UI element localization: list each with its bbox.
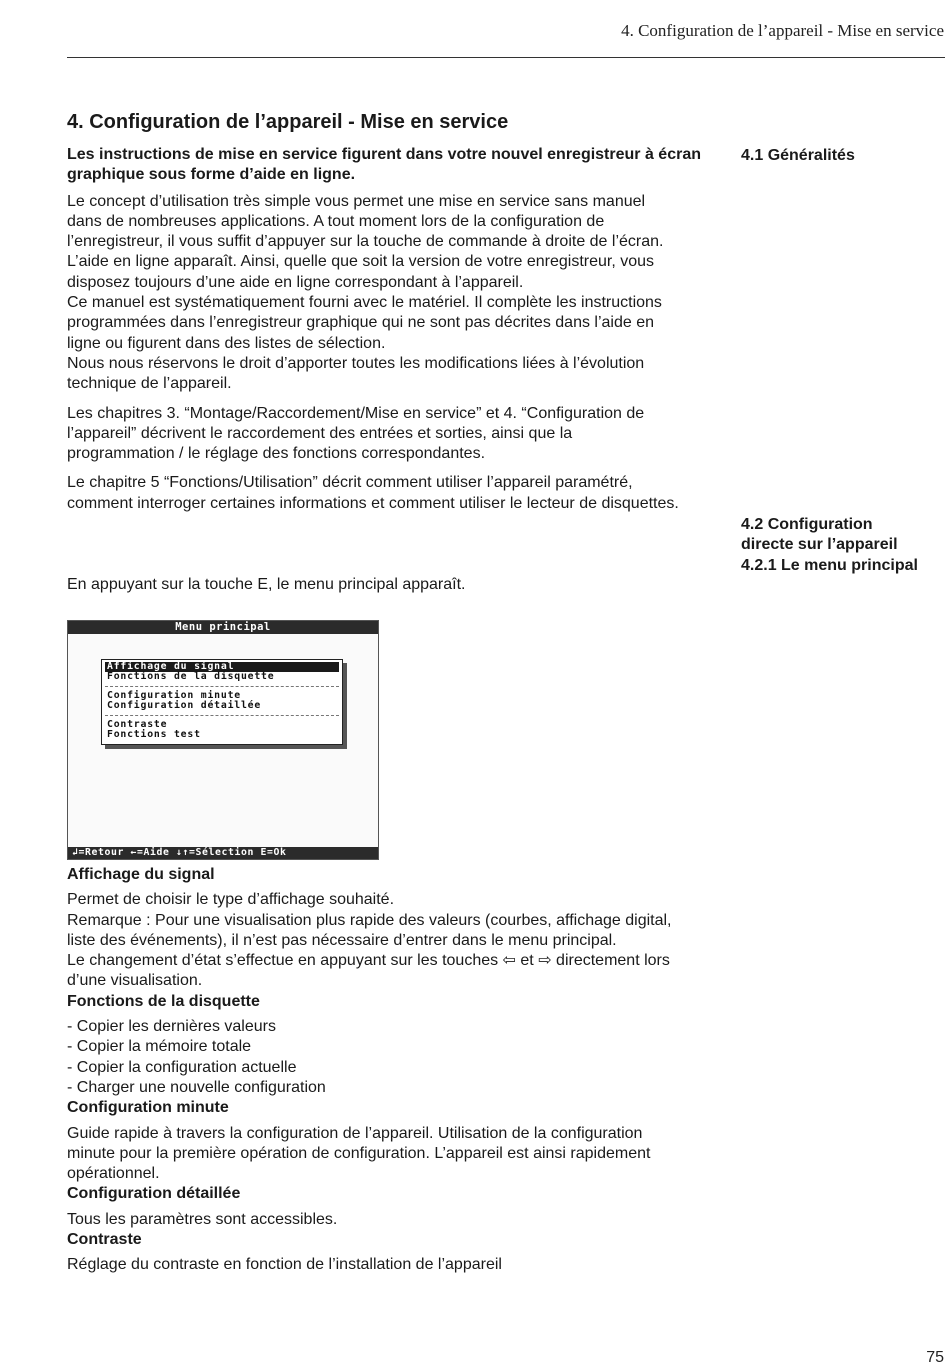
device-screen-illustration bbox=[67, 620, 379, 860]
text-line: l’enregistreur, il vous suffit d’appuyer sur la touche de commande à droite de l’écran. bbox=[67, 233, 664, 251]
chapters-paragraph bbox=[67, 404, 723, 465]
text-line: technique de l’appareil. bbox=[67, 375, 232, 393]
menu-item-contraste[interactable]: Contraste bbox=[107, 719, 168, 731]
text-line: disposez toujours d’une aide en ligne correspondant à l’appareil. bbox=[67, 273, 524, 291]
contraste-description: Réglage du contraste en fonction de l’installation de l’appareil bbox=[67, 1256, 502, 1274]
menu-separator bbox=[105, 686, 339, 687]
text-line: Remarque : Pour une visualisation plus rapide des valeurs (courbes, affichage digital, bbox=[67, 911, 672, 929]
text-line: programmées dans l’enregistreur graphique qui ne sont pas décrites dans l’aide en bbox=[67, 314, 655, 332]
text-line: minute pour la première opération de configuration. L’appareil est ainsi rapidement bbox=[67, 1144, 651, 1162]
menu-item-fonctions-disquette[interactable]: Fonctions de la disquette bbox=[107, 670, 275, 682]
text-line: dans de nombreuses applications. A tout moment lors de la configuration de bbox=[67, 212, 605, 230]
menu-item-affichage-signal[interactable]: Affichage du signal bbox=[105, 662, 339, 672]
text-line: L’aide en ligne apparaît. Ainsi, quelle que soit la version de votre enregistreur, vous bbox=[67, 253, 655, 271]
subsection-title-disquette: Fonctions de la disquette bbox=[67, 992, 260, 1010]
text-line: Le changement d’état s’effectue en appuyant sur les touches ⇦ et ⇨ directement lors bbox=[67, 952, 670, 970]
list-item: - Copier la mémoire totale bbox=[67, 1038, 252, 1056]
list-item: - Copier les dernières valeurs bbox=[67, 1018, 276, 1036]
disquette-list bbox=[67, 1017, 723, 1098]
running-header: 4. Configuration de l’appareil - Mise en service bbox=[621, 21, 944, 40]
detaillee-description: Tous les paramètres sont accessibles. bbox=[67, 1210, 338, 1228]
lead-paragraph: Les instructions de mise en service figurent dans votre nouvel enregistreur à écran graphique sous forme d’aide en ligne. bbox=[67, 146, 701, 184]
text-line: comment interroger certaines informations et comment utiliser le lecteur de disquettes. bbox=[67, 494, 679, 512]
text-line: opérationnel. bbox=[67, 1165, 160, 1183]
list-item: - Charger une nouvelle configuration bbox=[67, 1078, 326, 1096]
affichage-description bbox=[67, 890, 723, 991]
intro-paragraph bbox=[67, 192, 723, 395]
main-column-bottom bbox=[67, 865, 723, 1276]
text-line: Les chapitres 3. “Montage/Raccordement/Mise en service” et 4. “Configuration de bbox=[67, 404, 645, 422]
text-line: liste des événements), il n’est pas nécessaire d’entrer dans le menu principal. bbox=[67, 931, 617, 949]
sidebar-heading-4-2 bbox=[741, 515, 941, 576]
sidebar-heading-line: 4.2 Configuration bbox=[741, 516, 873, 533]
main-column-top bbox=[67, 110, 723, 514]
text-line: l’appareil” décrivent le raccordement des entrées et sorties, ainsi que la bbox=[67, 424, 573, 442]
text-line: ligne ou figurent dans des listes de sélection. bbox=[67, 334, 386, 352]
subsection-title-minute: Configuration minute bbox=[67, 1099, 229, 1117]
main-menu-box bbox=[101, 659, 343, 745]
header-rule bbox=[67, 57, 945, 58]
sidebar-heading-line: directe sur l’appareil bbox=[741, 536, 898, 554]
chapter5-paragraph bbox=[67, 473, 723, 514]
subsection-title-affichage: Affichage du signal bbox=[67, 866, 215, 883]
menu-item-configuration-minute[interactable]: Configuration minute bbox=[107, 690, 241, 702]
text-line: Le concept d’utilisation très simple vous permet une mise en service sans manuel bbox=[67, 192, 646, 210]
section-title: 4. Configuration de l’appareil - Mise en service bbox=[67, 111, 509, 133]
text-line: Permet de choisir le type d’affichage souhaité. bbox=[67, 891, 395, 909]
text-line: Guide rapide à travers la configuration de l’appareil. Utilisation de la configuration bbox=[67, 1124, 643, 1142]
menu-intro-text: En appuyant sur la touche E, le menu principal apparaît. bbox=[67, 576, 466, 593]
screen-key-legend: ↲=Retour ←=Aide ↓↑=Sélection E=Ok bbox=[68, 847, 378, 859]
minute-description bbox=[67, 1124, 723, 1185]
sidebar-heading-4-1: 4.1 Généralités bbox=[741, 147, 855, 164]
sidebar-heading-line: 4.2.1 Le menu principal bbox=[741, 556, 918, 574]
subsection-title-contraste: Contraste bbox=[67, 1231, 142, 1249]
text-line: d’une visualisation. bbox=[67, 972, 203, 990]
list-item: - Copier la configuration actuelle bbox=[67, 1058, 297, 1076]
page-number: 75 bbox=[926, 1349, 944, 1366]
text-line: Ce manuel est systématiquement fourni avec le matériel. Il complète les instructions bbox=[67, 294, 662, 312]
menu-item-configuration-detaillee[interactable]: Configuration détaillée bbox=[107, 699, 262, 711]
text-line: Nous nous réservons le droit d’apporter toutes les modifications liées à l’évolution bbox=[67, 354, 645, 372]
menu-separator bbox=[105, 715, 339, 716]
menu-item-fonctions-test[interactable]: Fonctions test bbox=[107, 728, 201, 740]
subsection-title-detaillee: Configuration détaillée bbox=[67, 1185, 241, 1203]
screen-title-bar: Menu principal bbox=[68, 621, 378, 634]
text-line: Le chapitre 5 “Fonctions/Utilisation” décrit comment utiliser l’appareil paramétré, bbox=[67, 474, 633, 492]
text-line: programmation / le réglage des fonctions correspondantes. bbox=[67, 445, 486, 463]
